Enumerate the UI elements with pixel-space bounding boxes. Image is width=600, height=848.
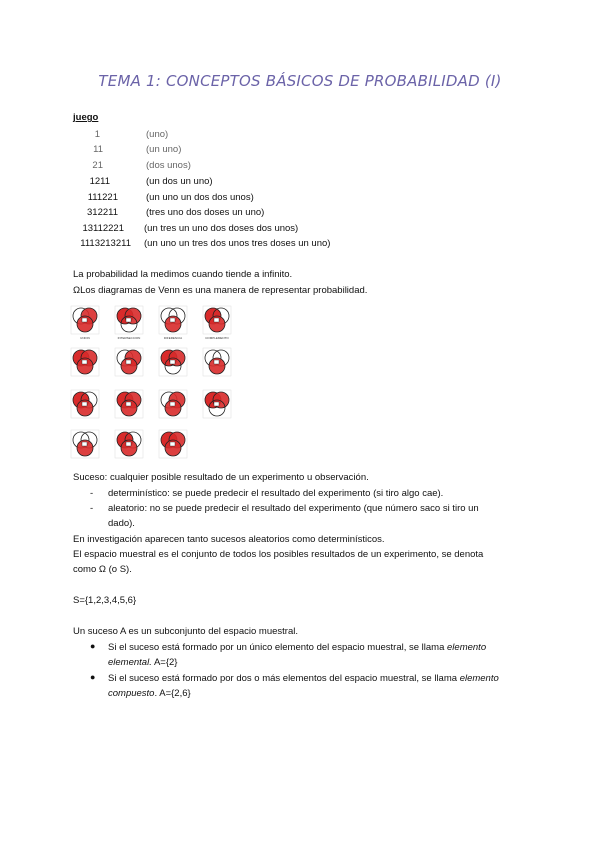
venn-circles-icon <box>202 347 232 377</box>
venn-circles-icon <box>158 347 188 377</box>
venn-circles-icon <box>114 305 144 335</box>
bullet-elemento-elemental-cont: elemental. A={2} <box>108 657 178 668</box>
seq-desc: (uno) <box>146 129 169 140</box>
seq-num: 21 <box>92 160 103 171</box>
juego-heading: juego <box>73 112 99 123</box>
venn-diagram <box>158 389 188 425</box>
paragraph-probabilidad: La probabilidad la medimos cuando tiende a infinito. <box>73 269 293 280</box>
seq-desc: (dos unos) <box>146 160 191 171</box>
sample-space-set: S={1,2,3,4,5,6} <box>73 595 137 606</box>
paragraph-suceso: Suceso: cualquier posible resultado de un experimento u observación. <box>73 472 369 483</box>
venn-circles-icon <box>202 389 232 419</box>
paragraph-subconjunto: Un suceso A es un subconjunto del espacio muestral. <box>73 626 298 637</box>
venn-diagram <box>158 305 188 341</box>
seq-desc: (un uno un dos dos unos) <box>146 192 254 203</box>
seq-num: 1 <box>94 129 100 140</box>
seq-num: 1211 <box>89 176 110 187</box>
omega-symbol: Ω <box>73 285 81 296</box>
venn-caption: DIFERENCIA <box>163 336 183 340</box>
venn-diagram <box>114 389 144 425</box>
venn-diagram <box>158 347 188 383</box>
venn-circles-icon <box>202 305 232 335</box>
venn-diagram <box>158 429 188 465</box>
paragraph-espacio-muestral: El espacio muestral es el conjunto de todos los posibles resultados de un experimento, se denota <box>73 549 484 560</box>
seq-num: 11 <box>93 144 103 155</box>
venn-diagram <box>202 389 232 425</box>
seq-num: 312211 <box>87 207 118 218</box>
venn-caption: COMPLEMENTO <box>205 336 229 340</box>
venn-caption: UNION <box>80 336 90 340</box>
bullet-elemento-compuesto-cont: compuesto. A={2,6} <box>108 688 191 699</box>
bullet-elemento-elemental: Si el suceso está formado por un único elemento del espacio muestral, se llama elemento <box>108 642 487 653</box>
seq-desc: (un uno un tres dos unos tres doses un uno) <box>144 238 331 249</box>
seq-desc: (un uno) <box>146 144 182 155</box>
venn-circles-icon <box>114 429 144 459</box>
venn-circles-icon <box>70 305 100 335</box>
venn-diagrams-figure <box>70 305 240 465</box>
seq-desc: (un dos un uno) <box>146 176 213 187</box>
venn-diagram <box>202 305 232 341</box>
paragraph-espacio-muestral-cont: como Ω (o S). <box>73 564 132 575</box>
seq-desc: (tres uno dos doses un uno) <box>146 207 265 218</box>
venn-circles-icon <box>70 389 100 419</box>
bullet-elemento-compuesto: Si el suceso está formado por dos o más elementos del espacio muestral, se llama elemento <box>108 673 499 684</box>
venn-diagram <box>70 347 100 383</box>
venn-circles-icon <box>114 389 144 419</box>
venn-diagram <box>114 429 144 465</box>
seq-num: 13112221 <box>82 223 124 234</box>
venn-diagram <box>70 429 100 465</box>
venn-diagram <box>114 305 144 341</box>
venn-circles-icon <box>70 347 100 377</box>
venn-diagram <box>202 347 232 383</box>
venn-diagram <box>70 305 100 341</box>
venn-caption: INTERSECCION <box>117 336 141 340</box>
paragraph-venn: ΩLos diagramas de Venn es una manera de representar probabilidad. <box>73 285 368 296</box>
seq-desc: (un tres un uno dos doses dos unos) <box>144 223 299 234</box>
venn-circles-icon <box>158 305 188 335</box>
seq-num: 1113213211 <box>80 238 131 249</box>
venn-circles-icon <box>70 429 100 459</box>
venn-circles-icon <box>158 429 188 459</box>
paragraph-investigacion: En investigación aparecen tanto sucesos aleatorios como determinísticos. <box>73 534 385 545</box>
list-item-aleatorio-cont: dado). <box>108 518 135 529</box>
page-title: TEMA 1: CONCEPTOS BÁSICOS DE PROBABILIDAD (I) <box>98 72 502 90</box>
venn-circles-icon <box>158 389 188 419</box>
venn-diagram <box>114 347 144 383</box>
list-item-deterministico: determinístico: se puede predecir el resultado del experimento (si tiro algo cae). <box>108 488 444 499</box>
seq-num: 111221 <box>87 192 118 203</box>
venn-diagram <box>70 389 100 425</box>
venn-circles-icon <box>114 347 144 377</box>
list-item-aleatorio: aleatorio: no se puede predecir el resultado del experimento (que número saco si tiro un <box>108 503 479 514</box>
